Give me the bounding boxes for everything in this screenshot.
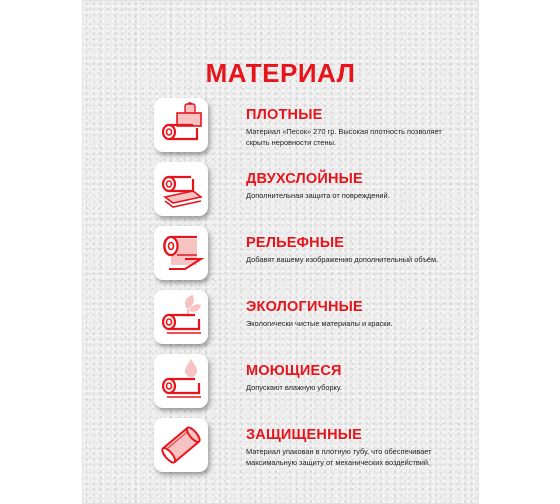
feature-title: РЕЛЬЕФНЫЕ (246, 235, 345, 251)
leaf-roll-icon (157, 293, 205, 341)
feature-item-dense (154, 98, 474, 164)
feature-description: Экологически чистые материалы и краски. (246, 319, 393, 328)
feature-title: ЗАЩИЩЕННЫЕ (246, 427, 363, 443)
weight-roll-icon (157, 101, 205, 149)
feature-item-double-layer (154, 162, 474, 228)
feature-item-relief (154, 226, 474, 292)
feature-title: МОЮЩИЕСЯ (246, 363, 342, 379)
feature-icon-box (154, 290, 208, 344)
feature-description: Материал упакован в плотную тубу, что обеспечивает максимальную защиту от механических воздействий. (246, 447, 432, 467)
feature-icon-box (154, 226, 208, 280)
feature-title: ПЛОТНЫЕ (246, 107, 323, 123)
feature-icon-box (154, 98, 208, 152)
feature-item-washable (154, 354, 474, 420)
feature-description: Добавят вашему изображению дополнительный объём. (246, 255, 439, 264)
textured-roll-icon (157, 229, 205, 277)
page-title: МАТЕРИАЛ (205, 58, 356, 88)
feature-description: Допускают влажную уборку. (246, 383, 342, 392)
feature-icon-box (154, 418, 208, 472)
feature-item-eco (154, 290, 474, 356)
feature-icon-box (154, 354, 208, 408)
feature-title: ДВУХСЛОЙНЫЕ (246, 171, 363, 187)
feature-title: ЭКОЛОГИЧНЫЕ (246, 299, 363, 315)
water-drop-roll-icon (157, 357, 205, 405)
layered-roll-icon (157, 165, 205, 213)
feature-description: Дополнительная защита от повреждений. (246, 191, 390, 200)
feature-description: Материал «Песок» 270 гр. Высокая плотность позволяет скрыть неровности стены. (246, 127, 442, 147)
feature-item-protected (154, 418, 474, 484)
feature-icon-box (154, 162, 208, 216)
packed-tube-icon (157, 421, 205, 469)
material-sheet (82, 0, 479, 504)
